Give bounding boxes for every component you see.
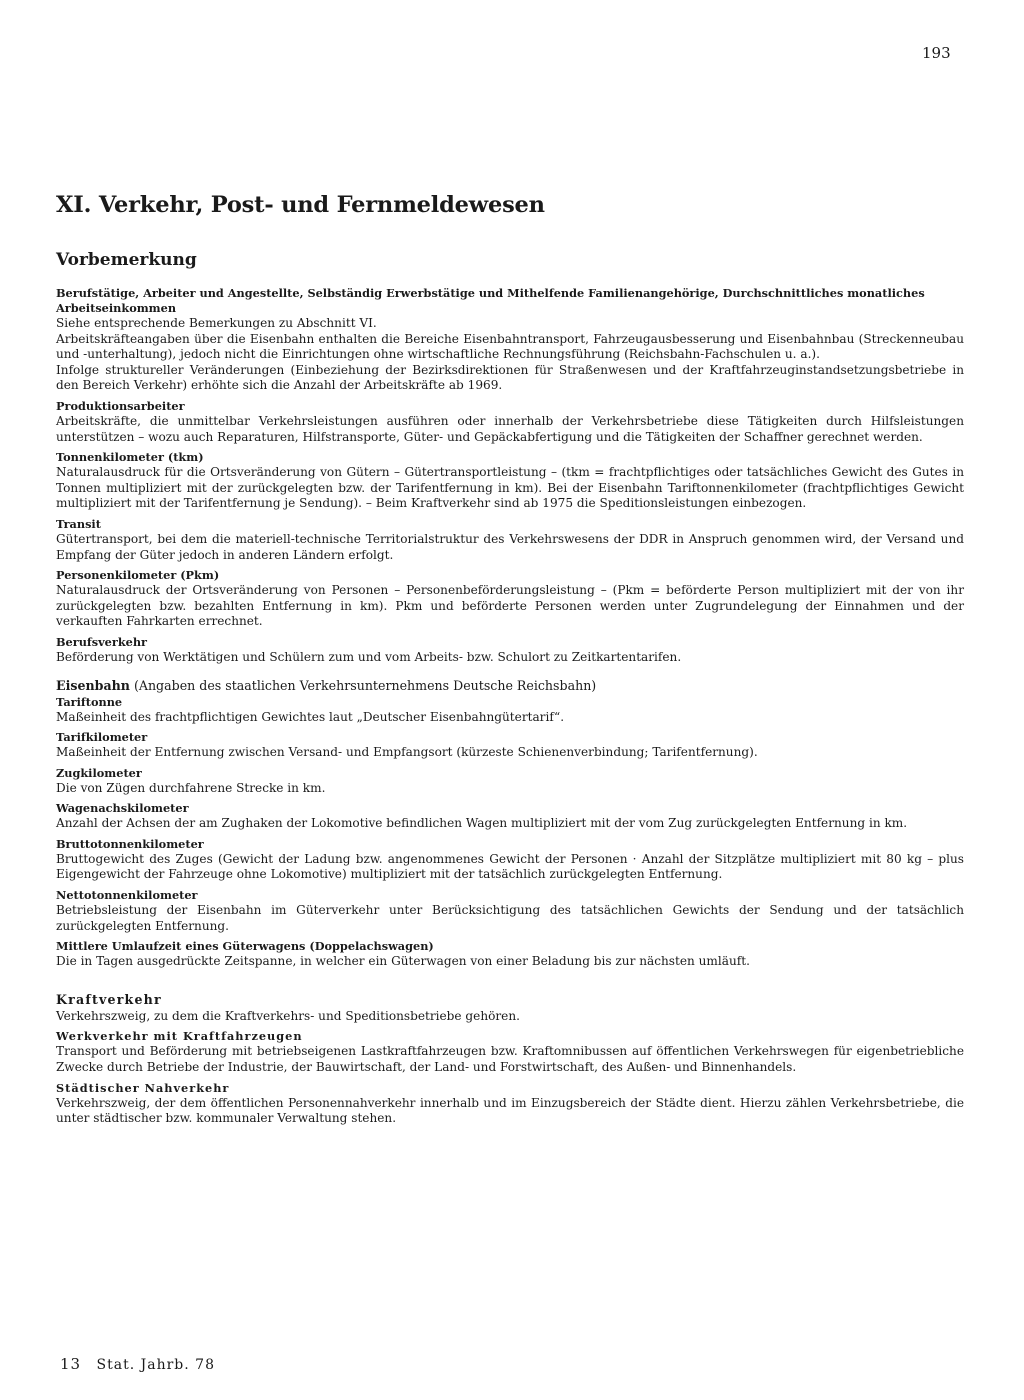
definition-entry xyxy=(56,888,964,934)
definition-text: Arbeitskräfte, die unmittelbar Verkehrsleistungen ausführen oder innerhalb der Verkehrsbetriebe diese Tätigkeiten durch Hilfsleistungen unterstützen – wozu auch Reparaturen, Hilfstransporte, Güter- und Gepäckabfertigung und die Tätigkeiten der Schaffner gerechnet werden. xyxy=(56,413,964,444)
definition-text: Gütertransport, bei dem die materiell-technische Territorialstruktur des Verkehrswesens der DDR in Anspruch genommen wird, der Versand und Empfang der Güter jedoch in anderen Ländern erfolgt. xyxy=(56,531,964,562)
definition-text: Anzahl der Achsen der am Zughaken der Lokomotive befindlichen Wagen multipliziert mit der vom Zug zurückgelegten Entfernung in km. xyxy=(56,816,908,831)
definition-text: Siehe entsprechende Bemerkungen zu Abschnitt VI. xyxy=(56,316,377,330)
definition-entry xyxy=(56,568,964,630)
definition-entry xyxy=(56,399,964,445)
definition-text: Arbeitskräfteangaben über die Eisenbahn enthalten die Bereiche Eisenbahntransport, Fahrzeugausbesserung und Eisenbahnbau (Streckenneubau und -unterhaltung), jedoch nicht die Einrichtungen ohne wirtschaftliche Rechnungsführung (Reichsbahn-Fachschulen u. a.). xyxy=(56,331,964,362)
definition-entry xyxy=(56,450,964,512)
definition-entry xyxy=(56,286,964,394)
definition-text: Naturalausdruck der Ortsveränderung von Personen – Personenbeförderungsleistung – (Pkm = beförderte Person multipliziert mit der von ihr zurückgelegten bzw. bezahlten Entfernung in km). Pkm und beförderte Personen werden unter Zugrundelegung der Einnahmen und der verkauften Fahrkarten errechnet. xyxy=(56,583,964,629)
definition-term: Berufsverkehr xyxy=(56,634,148,649)
definition-entry xyxy=(56,1029,964,1075)
definition-text: Maßeinheit der Entfernung zwischen Versand- und Empfangsort (kürzeste Schienenverbindung; Tarifentfernung). xyxy=(56,745,758,760)
definition-text: Bruttogewicht des Zuges (Gewicht der Ladung bzw. angenommenes Gewicht der Personen · Anzahl der Sitzplätze multipliziert mit 80 kg – plus Eigengewicht der Fahrzeuge ohne Lokomotive) multipliziert mit der tatsächlich zurückgelegten Entfernung. xyxy=(56,851,964,882)
eisenbahn-heading: Eisenbahn xyxy=(56,677,130,693)
definition-term: Transit xyxy=(56,516,101,531)
definition-entry xyxy=(56,1009,964,1025)
page-number: 193 xyxy=(922,44,951,62)
group-heading xyxy=(56,678,964,693)
definition-entry xyxy=(56,635,964,666)
definition-entry xyxy=(56,766,964,797)
definition-term: Berufstätige, Arbeiter und Angestellte, Selbständig Erwerbstätige und Mithelfende Familienangehörige, Durchschnittliches monatliches Arbeitseinkommen xyxy=(56,286,925,315)
group-heading xyxy=(56,992,964,1007)
definition-term: Tarifkilometer xyxy=(56,730,148,745)
kraftverkehr-heading: Kraftverkehr xyxy=(56,991,162,1007)
definition-term: Wagenachskilometer xyxy=(56,801,189,816)
definition-text: Naturalausdruck für die Ortsveränderung von Gütern – Gütertransportleistung – (tkm = frachtpflichtiges oder tatsächliches Gewicht des Gutes in Tonnen multipliziert mit der zurückgelegten bzw. der Tarifentfernung in km). Bei der Eisenbahn Tariftonnenkilometer (frachtpflichtiges Gewicht multipliziert mit der Tarifentfernung je Sendung). – Beim Kraftverkehr sind ab 1975 die Speditionsleistungen einbezogen. xyxy=(56,465,964,511)
definition-text: Beförderung von Werktätigen und Schülern zum und vom Arbeits- bzw. Schulort zu Zeitkartentarifen. xyxy=(56,649,682,664)
definition-text: Verkehrszweig, der dem öffentlichen Personennahverkehr innerhalb und im Einzugsbereich der Städte dient. Hierzu zählen Verkehrsbetriebe, die unter städtischer bzw. kommunaler Verwaltung stehen. xyxy=(56,1095,964,1126)
definition-text: Betriebsleistung der Eisenbahn im Güterverkehr unter Berücksichtigung des tatsächlichen Gewichts der Sendung und der tatsächlich zurückgelegten Entfernung. xyxy=(56,903,964,933)
section-title: Vorbemerkung xyxy=(56,250,197,270)
eisenbahn-heading-note: (Angaben des staatlichen Verkehrsunternehmens Deutsche Reichsbahn) xyxy=(133,677,597,693)
kraftverkehr-section xyxy=(56,992,964,1127)
definition-term: Werkverkehr mit Kraftfahrzeugen xyxy=(56,1029,303,1044)
definition-term: Tariftonne xyxy=(56,694,123,709)
page-content xyxy=(56,192,964,1132)
definition-term: Bruttotonnenkilometer xyxy=(56,836,204,851)
definition-text: Verkehrszweig, zu dem die Kraftverkehrs- und Speditionsbetriebe gehören. xyxy=(56,1008,520,1023)
definition-term: Produktionsarbeiter xyxy=(56,398,185,413)
definition-term: Tonnenkilometer (tkm) xyxy=(56,450,204,465)
definition-entry xyxy=(56,517,964,563)
definition-term: Mittlere Umlaufzeit eines Güterwagens (Doppelachswagen) xyxy=(56,939,434,954)
eisenbahn-section xyxy=(56,678,964,970)
definition-text: Maßeinheit des frachtpflichtigen Gewichtes laut „Deutscher Eisenbahngütertarif“. xyxy=(56,709,565,724)
definition-entry xyxy=(56,1081,964,1127)
definition-entry xyxy=(56,730,964,761)
definition-entry xyxy=(56,695,964,726)
definition-text: Die von Zügen durchfahrene Strecke in km. xyxy=(56,780,326,795)
page-footer xyxy=(60,1355,215,1373)
definition-term: Personenkilometer (Pkm) xyxy=(56,568,220,583)
footer-text: Stat. Jahrb. 78 xyxy=(96,1357,215,1373)
footer-signature: 13 xyxy=(60,1355,82,1373)
chapter-title: XI. Verkehr, Post- und Fernmeldewesen xyxy=(56,192,545,218)
definition-term: Zugkilometer xyxy=(56,765,142,780)
definition-text: Transport und Beförderung mit betriebseigenen Lastkraftfahrzeugen bzw. Kraftomnibussen auf öffentlichen Verkehrswegen für eigenbetriebliche Zwecke durch Betriebe der Industrie, der Bauwirtschaft, der Land- und Forstwirtschaft, des Außen- und Binnenhandels. xyxy=(56,1044,964,1075)
definition-entry xyxy=(56,801,964,832)
definition-text: Die in Tagen ausgedrückte Zeitspanne, in welcher ein Güterwagen von einer Beladung bis zur nächsten umläuft. xyxy=(56,954,750,969)
definition-entry xyxy=(56,939,964,970)
definition-term: Städtischer Nahverkehr xyxy=(56,1080,230,1095)
definition-entry xyxy=(56,837,964,883)
definition-term: Nettotonnenkilometer xyxy=(56,888,198,903)
general-entries xyxy=(56,286,964,666)
definition-text: Infolge struktureller Veränderungen (Einbeziehung der Bezirksdirektionen für Straßenwesen und der Kraftfahrzeuginstandsetzungsbetriebe in den Bereich Verkehr) erhöhte sich die Anzahl der Arbeitskräfte ab 1969. xyxy=(56,362,964,393)
